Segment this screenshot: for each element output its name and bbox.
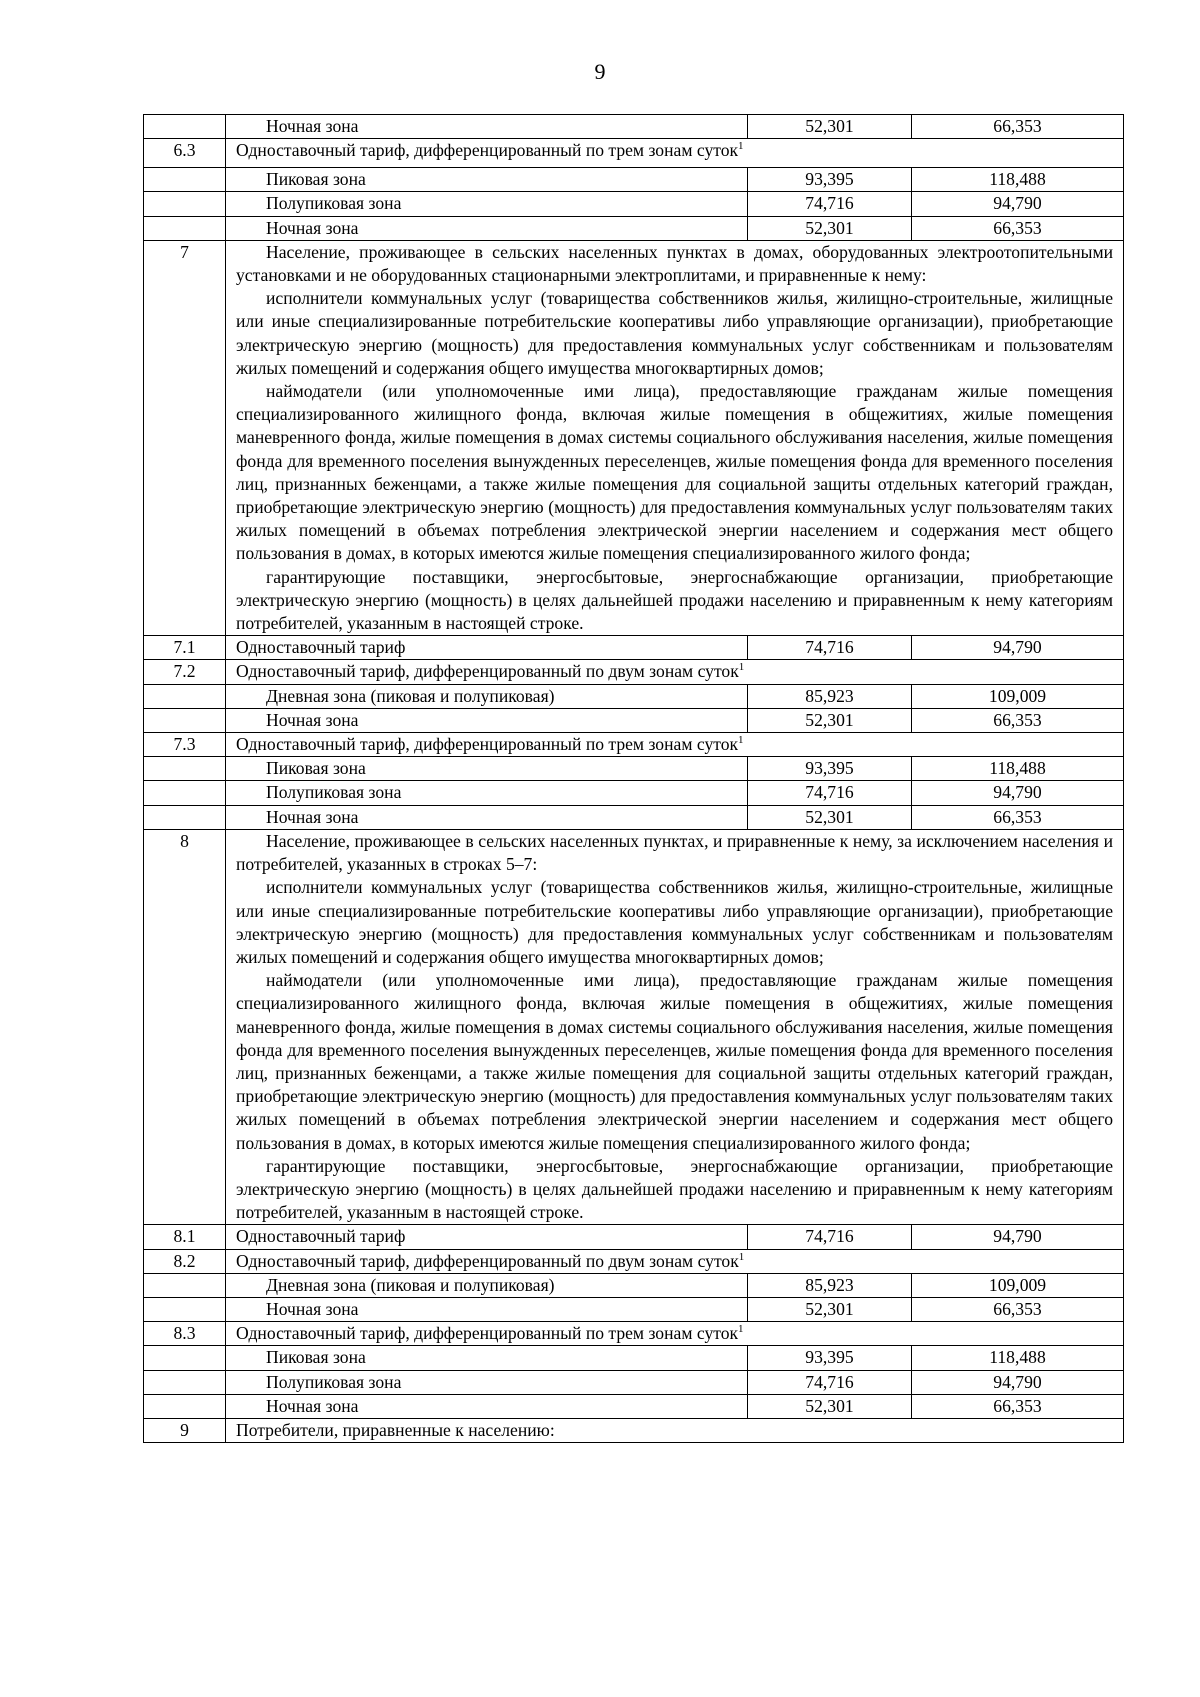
table-row [144,168,1124,192]
value-cell: 66,353 [912,708,1124,732]
tariff-label [226,660,1124,684]
value-cell: 94,790 [912,1225,1124,1249]
table-row [144,684,1124,708]
consumer-group-description [226,240,1124,635]
value-cell: 94,790 [912,192,1124,216]
row-number: 8.2 [144,1249,226,1273]
value-cell: 66,353 [912,1297,1124,1321]
table-row [144,139,1124,168]
table-row [144,636,1124,660]
tariff-name: Одноставочный тариф, дифференцированный по двум зонам суток [236,1250,739,1271]
zone-label: Ночная зона [226,805,748,829]
table-row [144,660,1124,684]
value-cell: 118,488 [912,168,1124,192]
zone-label: Ночная зона [226,216,748,240]
value-cell: 66,353 [912,805,1124,829]
tariff-name: Одноставочный тариф, дифференцированный по трем зонам суток [236,1323,739,1344]
table-row [144,1297,1124,1321]
value-cell: 118,488 [912,1346,1124,1370]
value-cell: 85,923 [748,1273,912,1297]
table-row [144,781,1124,805]
value-cell: 52,301 [748,1394,912,1418]
tariff-label [226,1322,1124,1346]
group-paragraph: наймодатели (или уполномоченные ими лица), предоставляющие гражданам жилые помещения специализированного жилищного фонда, включая жилые помещения в общежитиях, жилые помещения маневренного фонда, жилые помещения в домах системы социального обслуживания населения, жилые помещения фонда для временного поселения вынужденных переселенцев, жилые помещения фонда для временного поселения лиц, признанных беженцами, а также жилые помещения для социальной защиты отдельных категорий граждан, приобретающие электрическую энергию (мощность) для предоставления коммунальных услуг пользователям таких жилых помещений в объемах потребления электрической энергии населением и содержания мест общего пользования в домах, в которых имеются жилые помещения специализированного жилого фонда; [236,970,1113,1153]
tariff-label [226,139,1124,168]
footnote-mark: 1 [738,140,744,153]
row-number: 8.3 [144,1322,226,1346]
value-cell: 52,301 [748,115,912,139]
consumer-group-description [226,829,1124,1224]
value-cell: 66,353 [912,115,1124,139]
value-cell: 94,790 [912,636,1124,660]
tariff-label [226,733,1124,757]
consumer-group-label: Потребители, приравненные к населению: [226,1418,1124,1442]
row-number: 8 [144,829,226,1224]
table-row [144,829,1124,1224]
group-intro: Население, проживающее в сельских населенных пунктах в домах, оборудованных электроотопительными установками и не оборудованных стационарными электроплитами, и приравненные к нему: [236,241,1113,286]
footnote-mark: 1 [738,734,744,747]
group-intro: Население, проживающее в сельских населенных пунктах, и приравненные к нему, за исключением населения и потребителей, указанных в строках 5–7: [236,830,1113,875]
table-row [144,1225,1124,1249]
footnote-mark: 1 [738,1250,745,1263]
zone-label: Пиковая зона [226,168,748,192]
zone-label: Дневная зона (пиковая и полупиковая) [226,1273,748,1297]
table-row [144,805,1124,829]
value-cell: 109,009 [912,684,1124,708]
page-number: 9 [594,59,606,84]
table-row [144,1394,1124,1418]
footnote-mark: 1 [738,661,745,674]
table-row [144,240,1124,635]
value-cell: 74,716 [748,781,912,805]
row-number: 7.3 [144,733,226,757]
zone-label: Ночная зона [226,115,748,139]
table-row [144,192,1124,216]
value-cell: 93,395 [748,168,912,192]
zone-label: Дневная зона (пиковая и полупиковая) [226,684,748,708]
value-cell: 52,301 [748,216,912,240]
tariff-label [226,1249,1124,1273]
value-cell: 118,488 [912,757,1124,781]
table-row [144,733,1124,757]
table-row [144,1249,1124,1273]
tariff-table [143,114,1124,1443]
zone-label: Ночная зона [226,1297,748,1321]
value-cell: 52,301 [748,805,912,829]
zone-label: Ночная зона [226,1394,748,1418]
tariff-name: Одноставочный тариф, дифференцированный по двум зонам суток [236,661,739,682]
value-cell: 66,353 [912,1394,1124,1418]
value-cell: 74,716 [748,1370,912,1394]
row-number: 7 [144,240,226,635]
group-paragraph: исполнители коммунальных услуг (товарищества собственников жилья, жилищно-строительные, жилищные или иные специализированные потребительские кооперативы либо управляющие организации), приобретающие электрическую энергию (мощность) для предоставления коммунальных услуг собственникам и пользователям жилых помещений и содержания общего имущества многоквартирных домов; [236,877,1113,967]
value-cell: 109,009 [912,1273,1124,1297]
value-cell: 66,353 [912,216,1124,240]
value-cell: 52,301 [748,1297,912,1321]
row-number: 8.1 [144,1225,226,1249]
zone-label: Пиковая зона [226,1346,748,1370]
tariff-name: Одноставочный тариф [226,636,748,660]
table-row [144,708,1124,732]
zone-label: Полупиковая зона [226,781,748,805]
table-row [144,1322,1124,1346]
row-number: 7.2 [144,660,226,684]
value-cell: 52,301 [748,708,912,732]
zone-label: Ночная зона [226,708,748,732]
value-cell: 85,923 [748,684,912,708]
footnote-mark: 1 [738,1323,744,1336]
table-row [144,115,1124,139]
value-cell: 93,395 [748,1346,912,1370]
row-number: 6.3 [144,139,226,168]
table-row [144,1370,1124,1394]
table-row [144,216,1124,240]
row-number: 9 [144,1418,226,1442]
group-paragraph: наймодатели (или уполномоченные ими лица), предоставляющие гражданам жилые помещения специализированного жилищного фонда, включая жилые помещения в общежитиях, жилые помещения маневренного фонда, жилые помещения в домах системы социального обслуживания населения, жилые помещения фонда для временного поселения вынужденных переселенцев, жилые помещения фонда для временного поселения лиц, признанных беженцами, а также жилые помещения для социальной защиты отдельных категорий граждан, приобретающие электрическую энергию (мощность) для предоставления коммунальных услуг пользователям таких жилых помещений в объемах потребления электрической энергии населением и содержания мест общего пользования в домах, в которых имеются жилые помещения специализированного жилого фонда; [236,381,1113,564]
group-paragraph: исполнители коммунальных услуг (товарищества собственников жилья, жилищно-строительные, жилищные или иные специализированные потребительские кооперативы либо управляющие организации), приобретающие электрическую энергию (мощность) для предоставления коммунальных услуг собственникам и пользователям жилых помещений и содержания общего имущества многоквартирных домов; [236,288,1113,378]
zone-label: Полупиковая зона [226,192,748,216]
tariff-name: Одноставочный тариф, дифференцированный по трем зонам суток [236,734,739,755]
group-paragraph: гарантирующие поставщики, энергосбытовые, энергоснабжающие организации, приобретающие электрическую энергию (мощность) в целях дальнейшей продажи населению и приравненным к нему категориям потребителей, указанным в настоящей строке. [236,566,1113,634]
value-cell: 74,716 [748,636,912,660]
zone-label: Полупиковая зона [226,1370,748,1394]
group-paragraph: гарантирующие поставщики, энергосбытовые, энергоснабжающие организации, приобретающие электрическую энергию (мощность) в целях дальнейшей продажи населению и приравненным к нему категориям потребителей, указанным в настоящей строке. [236,1155,1113,1223]
value-cell: 74,716 [748,1225,912,1249]
zone-label: Пиковая зона [226,757,748,781]
tariff-name: Одноставочный тариф, дифференцированный по трем зонам суток [236,140,739,161]
tariff-name: Одноставочный тариф [226,1225,748,1249]
value-cell: 74,716 [748,192,912,216]
row-number [144,115,226,139]
table-row [144,757,1124,781]
row-number: 7.1 [144,636,226,660]
table-row [144,1273,1124,1297]
table-row [144,1346,1124,1370]
value-cell: 94,790 [912,781,1124,805]
table-row [144,1418,1124,1442]
value-cell: 93,395 [748,757,912,781]
value-cell: 94,790 [912,1370,1124,1394]
